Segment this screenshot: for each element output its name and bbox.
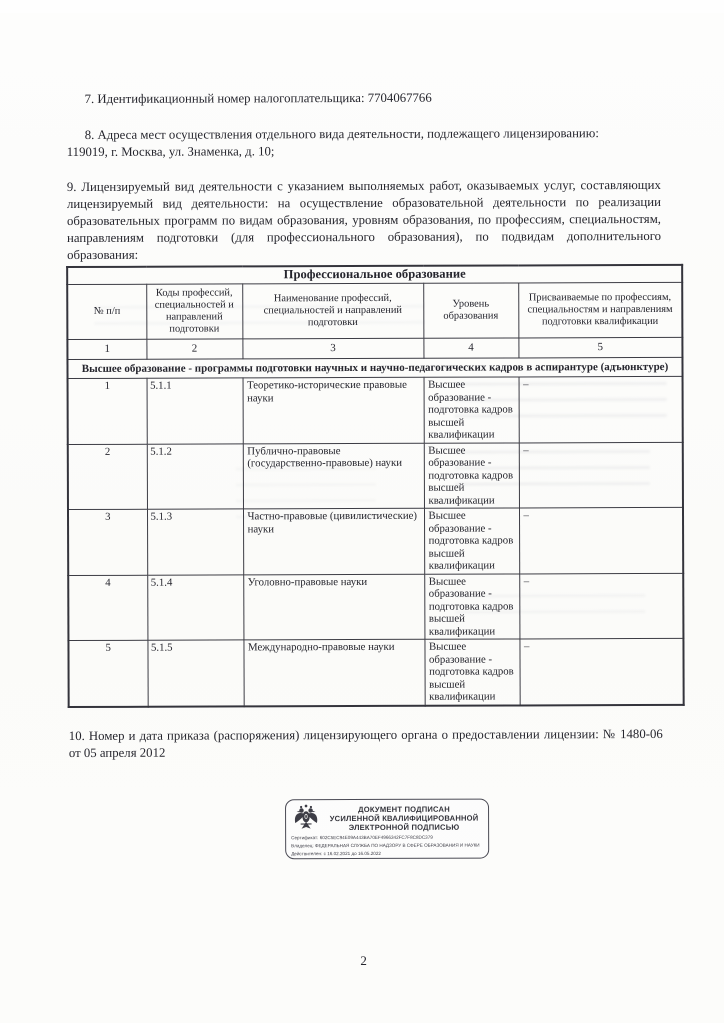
row-level: Высшее образование - подготовка кадров высшей квалификации: [424, 443, 519, 509]
section-header: Высшее образование - программы подготовки научных и научно-педагогических кадров в аспирантуре (адъюнктуре): [67, 357, 682, 378]
table-title: Профессиональное образование: [67, 265, 682, 285]
stamp-heading-line2: УСИЛЕННОЙ КВАЛИФИЦИРОВАННОЙ: [329, 813, 479, 823]
item-8-line1: 8. Адреса мест осуществления отдельного вида деятельности, подлежащего лицензированию:: [84, 126, 599, 142]
row-level: Высшее образование - подготовка кадров высшей квалификации: [424, 377, 519, 443]
row-code: 5.1.3: [147, 509, 243, 575]
col-header-codes: Коды профессий, специальностей и направлений подготовки: [146, 284, 242, 339]
row-number: 5: [68, 641, 147, 707]
row-name: Теоретико-исторические правовые науки: [243, 377, 424, 443]
table-row: [68, 508, 683, 576]
row-name: Публично-правовые (государственно-правовые) науки: [243, 443, 424, 509]
row-code: 5.1.5: [147, 640, 243, 706]
row-level: Высшее образование - подготовка кадров высшей квалификации: [424, 639, 519, 705]
row-name: Уголовно-правовые науки: [243, 574, 424, 640]
row-number: 3: [68, 509, 147, 575]
stamp-heading: [325, 804, 483, 832]
col-num-2: 2: [146, 339, 242, 359]
item-8-line2: 119019, г. Москва, ул. Знаменка, д. 10;: [66, 144, 275, 160]
professional-education-table: [66, 264, 685, 708]
row-name: Частно-правовые (цивилистические) науки: [243, 508, 424, 574]
col-header-qualifications: Присваиваемые по профессиям, специальностям и направлениям подготовки квалификации: [518, 282, 682, 338]
stamp-certificate: Сертификат: 602C5EC94E09A443BA70EF4966342FC7F8C8DC379: [291, 834, 433, 841]
col-header-number: № п/п: [67, 284, 146, 339]
stamp-owner: Владелец: ФЕДЕРАЛЬНАЯ СЛУЖБА ПО НАДЗОРУ В СФЕРЕ ОБРАЗОВАНИЯ И НАУКИ: [291, 842, 480, 849]
col-num-5: 5: [518, 337, 682, 358]
table-row: [68, 442, 683, 510]
row-number: 2: [68, 444, 147, 510]
row-code: 5.1.2: [147, 443, 243, 509]
row-qualification: –: [519, 508, 683, 574]
row-number: 1: [68, 378, 147, 444]
col-header-level: Уровень образования: [423, 283, 518, 338]
item-9-licensed-activity: 9. Лицензируемый вид деятельности с указанием выполняемых работ, оказываемых услуг, составляющих лицензируемый вид деятельности: на осуществление образовательной деятельности по реализации образовательных программ по видам образования, уровням образования, по профессиям, специальностям, направлениям подготовки (для профессионального образования), по подвидам дополнительного образования:: [66, 177, 662, 263]
table-row: [68, 639, 683, 707]
row-qualification: –: [519, 442, 683, 508]
item-10-license-order: 10. Номер и дата приказа (распоряжения) лицензирующего органа о предоставлении лицензии: № 1480-06 от 05 апреля 2012: [68, 726, 663, 761]
table-column-numbers-row: [67, 337, 682, 359]
row-qualification: –: [519, 376, 683, 442]
row-number: 4: [68, 575, 147, 641]
page-number: 2: [360, 952, 367, 969]
stamp-header: [291, 803, 483, 834]
table-header-row: [67, 282, 682, 339]
table-section-header-row: [67, 357, 682, 378]
row-level: Высшее образование - подготовка кадров высшей квалификации: [424, 508, 519, 574]
col-num-3: 3: [242, 338, 423, 359]
stamp-heading-line1: ДОКУМЕНТ ПОДПИСАН: [358, 804, 450, 814]
col-num-1: 1: [67, 339, 146, 359]
col-num-4: 4: [423, 338, 518, 358]
row-qualification: –: [519, 573, 683, 639]
item-8-addresses: [67, 125, 661, 161]
row-name: Международно-правовые науки: [243, 640, 424, 707]
digital-signature-stamp: [285, 799, 489, 860]
russian-coat-of-arms-icon: [291, 803, 321, 833]
row-level: Высшее образование - подготовка кадров высшей квалификации: [424, 574, 519, 640]
table-title-row: [67, 265, 682, 285]
row-code: 5.1.1: [147, 378, 243, 444]
stamp-validity: Действителен: с 16.02.2021 до 16.05.2022: [291, 850, 381, 857]
table-row: [68, 376, 683, 444]
item-7-taxpayer-number: 7. Идентификационный номер налогоплательщика: 7704067766: [84, 90, 432, 106]
col-header-names: Наименование профессий, специальностей и направлений подготовки: [242, 283, 423, 339]
row-qualification: –: [519, 639, 683, 706]
row-code: 5.1.4: [147, 575, 243, 641]
stamp-heading-line3: ЭЛЕКТРОННОЙ ПОДПИСЬЮ: [348, 822, 460, 832]
table-row: [68, 573, 683, 641]
